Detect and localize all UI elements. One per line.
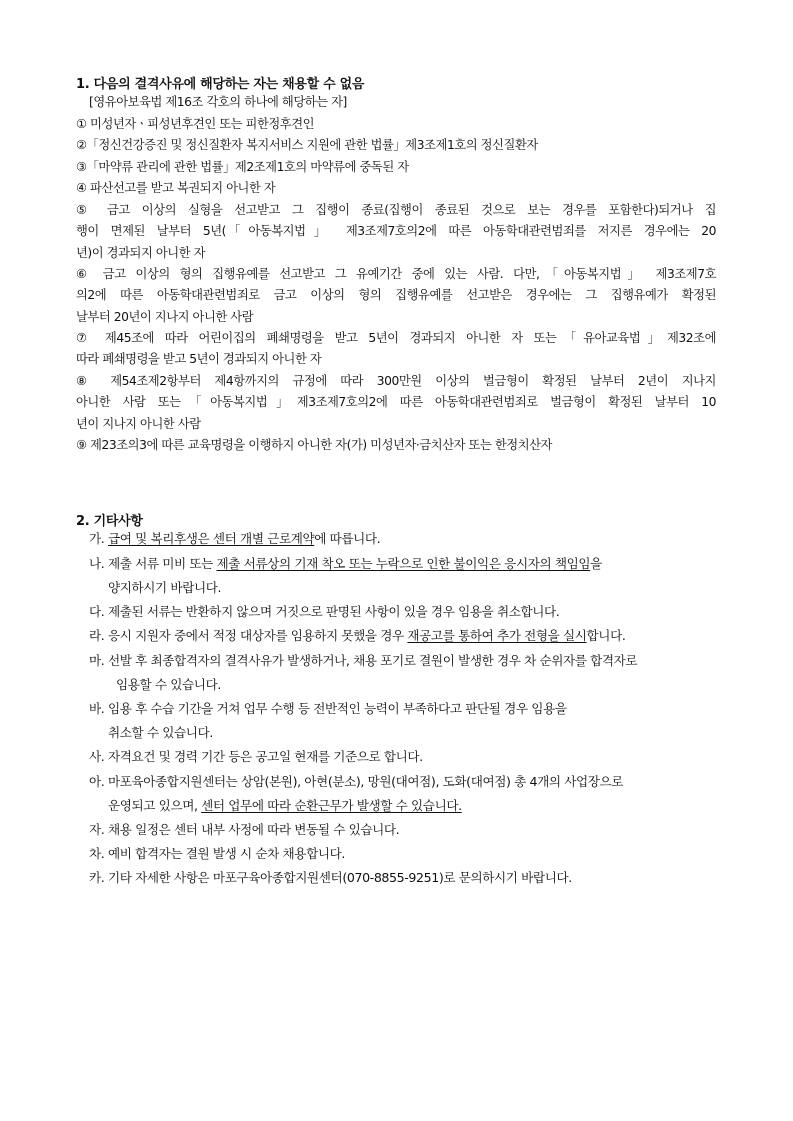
notice-item-ba: 바. 임용 후 수습 기간을 거쳐 업무 수행 등 전반적인 능력이 부족하다고 판단될 경우 임용을	[89, 701, 567, 716]
disqualification-item-5: ⑤ 금고 이상의 실형을 선고받고 그 집행이 종료(집행이 종료된 것으로 보는 경우를 포함한다)되거나 집	[76, 203, 716, 217]
disqualification-item-8-cont: 아니한 사람 또는「아동복지법」제3조제7호의2에 따른 아동학대관련범죄로 벌금형이 확정된 날부터 10	[76, 395, 716, 409]
disqualification-item-6: ⑥ 금고 이상의 형의 집행유예를 선고받고 그 유예기간 중에 있는 사람. 다만,「아동복지법」 제3조제7호	[76, 267, 716, 281]
disqualification-item-2: ②「정신건강증진 및 정신질환자 복지서비스 지원에 관한 법률」제3조제1호의 정신질환자	[76, 138, 538, 152]
disqualification-item-7-cont: 따라 폐쇄명령을 받고 5년이 경과되지 아니한 자	[76, 352, 322, 366]
section2-title: 2. 기타사항	[76, 514, 143, 529]
notice-underlined-text: 센터 업무에 따라 순환근무가 발생할 수 있습니다.	[201, 798, 462, 813]
notice-underlined-text: 급여 및 복리후생은 센터 개별 근로계약	[107, 531, 315, 546]
notice-item-ma: 마. 선발 후 최종합격자의 결격사유가 발생하거나, 채용 포기로 결원이 발생한 경우 차 순위자를 합격자로	[89, 653, 638, 668]
notice-item-a-cont	[108, 794, 462, 818]
disqualification-item-7: ⑦ 제45조에 따라 어린이집의 폐쇄명령을 받고 5년이 경과되지 아니한 자 또는「유아교육법」제32조에	[76, 331, 716, 345]
disqualification-item-6-cont: 날부터 20년이 지나지 아니한 사람	[76, 310, 254, 324]
disqualification-item-5-cont: 년)이 경과되지 아니한 자	[76, 246, 206, 260]
notice-item-text: 라. 응시 지원자 중에서 적정 대상자를 임용하지 못했을 경우	[89, 628, 408, 643]
notice-item-prefix: 가.	[89, 531, 108, 546]
notice-item-da: 다. 제출된 서류는 반환하지 않으며 거짓으로 판명된 사항이 있을 경우 임용을 취소합니다.	[89, 604, 560, 619]
disqualification-item-8-cont: 년이 지나지 아니한 사람	[76, 417, 201, 431]
notice-underlined-text: 제출 서류상의 기재 착오 또는 누락으로 인한 불이익은 응시자의 책임임	[216, 556, 591, 571]
notice-item-a: 아. 마포육아종합지원센터는 상암(본원), 아현(분소), 망원(대여점), 도화(대여점) 총 4개의 사업장으로	[89, 774, 624, 789]
disqualification-item-4: ④ 파산선고를 받고 복권되지 아니한 자	[76, 181, 276, 195]
notice-item-sa: 사. 자격요건 및 경력 기간 등은 공고일 현재를 기준으로 합니다.	[89, 749, 423, 764]
notice-item-ga	[89, 527, 380, 551]
notice-item-ka: 카. 기타 자세한 사항은 마포구육아종합지원센터(070-8855-9251)로 문의하시기 바랍니다.	[89, 870, 572, 885]
notice-underlined-text: 재공고를 통하여 추가 전형을 실시	[407, 628, 587, 643]
notice-item-cha: 차. 예비 합격자는 결원 발생 시 순차 채용합니다.	[89, 846, 345, 861]
notice-item-text: 합니다.	[586, 628, 626, 643]
notice-item-na-cont: 양지하시기 바랍니다.	[108, 580, 222, 595]
notice-item-na	[89, 552, 602, 576]
notice-item-ba-cont: 취소할 수 있습니다.	[108, 725, 213, 740]
disqualification-item-6-cont: 의2에 따른 아동학대관련범죄로 금고 이상의 형의 집행유예를 선고받은 경우에는 그 집행유예가 확정된	[76, 288, 716, 302]
disqualification-item-1: ① 미성년자ㆍ피성년후견인 또는 피한정후견인	[76, 117, 315, 131]
disqualification-item-9: ⑨ 제23조의3에 따른 교육명령을 이행하지 아니한 자(가) 미성년자·금치산자 또는 한정치산자	[76, 438, 552, 452]
disqualification-item-3: ③「마약류 관리에 관한 법률」제2조제1호의 마약류에 중독된 자	[76, 160, 409, 174]
section1-subheading: [영유아보육법 제16조 각호의 하나에 해당하는 자]	[89, 95, 347, 109]
notice-item-ma-cont: 임용할 수 있습니다.	[116, 677, 221, 692]
notice-item-ja: 자. 채용 일정은 센터 내부 사정에 따라 변동될 수 있습니다.	[89, 822, 400, 837]
notice-item-text: 에 따릅니다.	[314, 531, 381, 546]
notice-item-text: 을	[590, 556, 602, 571]
disqualification-item-8: ⑧ 제54조제2항부터 제4항까지의 규정에 따라 300만원 이상의 벌금형이 확정된 날부터 2년이 지나지	[76, 374, 716, 388]
section1-title: 1. 다음의 결격사유에 해당하는 자는 채용할 수 없음	[76, 77, 365, 92]
notice-item-ra	[89, 624, 625, 648]
notice-item-text: 운영되고 있으며,	[108, 798, 202, 813]
notice-item-text: 나. 제출 서류 미비 또는	[89, 556, 217, 571]
disqualification-item-5-cont: 행이 면제된 날부터 5년(「아동복지법」 제3조제7호의2에 따른 아동학대관련범죄를 저지른 경우에는 20	[76, 224, 716, 238]
